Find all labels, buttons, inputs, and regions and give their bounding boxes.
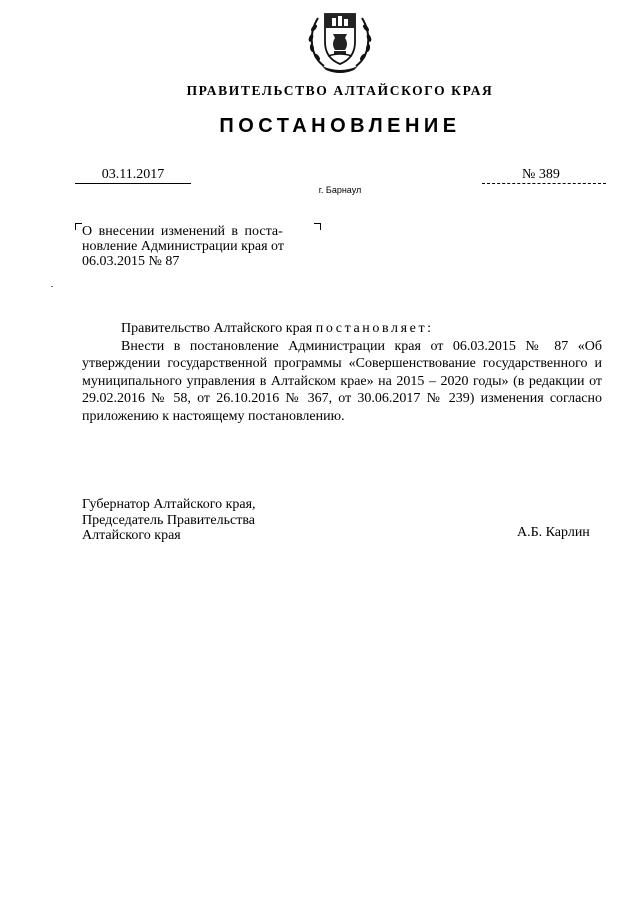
subject-line: 06.03.2015 № 87: [82, 254, 180, 269]
number-sign: №: [522, 167, 536, 182]
decree-paragraph: Внести в постановление Администрации края от 06.03.2015 № 87 «Об утверждении государственной программы «Совершенствование государственного и муниципального управления в Алтайском крае» на 2015 – 2020 годы» (в редакции от 29.02.2016 № 58, от 26.10.2016 № 367, от 30.06.2017 № 239) изменения согласно приложению к настоящему постановлению.: [82, 338, 602, 424]
subject-bracket-left: [75, 223, 82, 230]
signature-position-line: Алтайского края: [82, 528, 181, 543]
document-type-title: ПОСТАНОВЛЕНИЕ: [219, 115, 461, 137]
government-name: ПРАВИТЕЛЬСТВО АЛТАЙСКОГО КРАЯ: [186, 83, 494, 98]
preamble-keyword: постановляет:: [315, 321, 434, 336]
signature-position-line: Председатель Правительства: [82, 512, 255, 528]
document-number-field: [482, 167, 606, 184]
subject-line: О внесении изменений в поста-: [82, 224, 283, 239]
document-subject: [82, 224, 318, 269]
signature-position-line: Губернатор Алтайского края,: [82, 497, 256, 512]
preamble-paragraph: [82, 320, 602, 338]
document-date: 03.11.2017: [75, 167, 191, 184]
signature-position: [82, 497, 256, 544]
document-number: 389: [538, 167, 560, 182]
preamble-text: Правительство Алтайского края: [121, 321, 313, 336]
city-name: г. Барнаул: [318, 185, 362, 195]
document-body: [82, 320, 602, 425]
signer-name: А.Б. Карлин: [517, 525, 590, 540]
subject-line: новление Администрации края от: [82, 239, 284, 254]
scan-speck: [51, 286, 53, 287]
altai-krai-coat-of-arms-icon: [302, 4, 378, 74]
